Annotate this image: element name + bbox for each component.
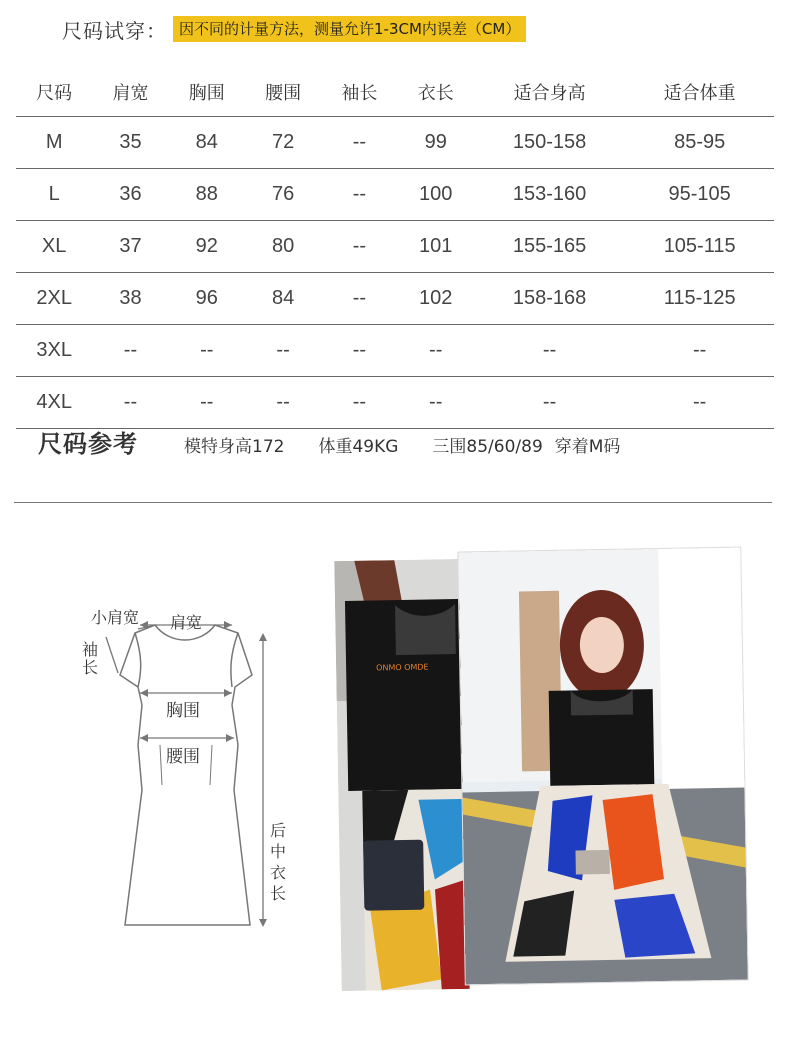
table-cell: -- [321,221,397,273]
table-cell: -- [169,377,245,429]
table-cell: 3XL [16,325,92,377]
table-cell: -- [474,377,625,429]
table-cell: 4XL [16,377,92,429]
table-row [16,221,774,273]
table-cell: -- [625,325,774,377]
table-cell: 150-158 [474,117,625,169]
table-cell: 38 [92,273,168,325]
column-header: 尺码 [36,83,73,104]
table-cell: 153-160 [474,169,625,221]
table-cell: 155-165 [474,221,625,273]
table-cell: L [16,169,92,221]
table-cell: -- [321,377,397,429]
column-header: 衣长 [417,83,454,104]
model-height: 模特身高172 [184,437,285,457]
header-title: 尺码试穿： [62,18,167,43]
table-cell: 37 [92,221,168,273]
small-shoulder-label: 小肩宽 [91,608,140,627]
print-text-left: ONMO OMDE [376,662,429,673]
table-cell: XL [16,221,92,273]
table-cell: 85-95 [625,117,774,169]
column-header: 适合身高 [513,83,586,104]
table-cell: 96 [169,273,245,325]
table-cell: M [16,117,92,169]
reference-title: 尺码参考 [38,430,138,458]
measurement-note: 因不同的计量方法，测量允许1-3CM内误差（CM） [173,16,526,42]
column-header: 肩宽 [112,83,149,104]
table-row [16,325,774,377]
size-reference [38,424,620,459]
table-cell: 80 [245,221,321,273]
table-cell: -- [321,273,397,325]
table-cell: 92 [169,221,245,273]
table-cell: 76 [245,169,321,221]
table-cell: -- [321,325,397,377]
table-cell: -- [245,325,321,377]
table-cell: 2XL [16,273,92,325]
table-cell: -- [245,377,321,429]
table-cell: 84 [245,273,321,325]
table-row [16,117,774,169]
table-cell: 88 [169,169,245,221]
section-divider [14,502,772,503]
column-header: 适合体重 [663,83,736,104]
table-cell: 101 [398,221,474,273]
column-header: 袖长 [341,83,378,104]
table-row [16,377,774,429]
table-cell: -- [474,325,625,377]
table-cell: 115-125 [625,273,774,325]
table-cell: 36 [92,169,168,221]
column-header: 腰围 [265,83,302,104]
table-header-row [16,68,774,117]
back-length-label: 后中衣长 [270,821,287,903]
table-cell: 35 [92,117,168,169]
table-cell: 102 [398,273,474,325]
column-header: 胸围 [188,83,225,104]
model-measurements: 三围85/60/89 [432,437,543,457]
table-cell: -- [92,377,168,429]
table-cell: 95-105 [625,169,774,221]
sleeve-label: 袖长 [82,640,99,677]
table-cell: 99 [398,117,474,169]
table-row [16,169,774,221]
table-cell: -- [398,325,474,377]
shoulder-label: 肩宽 [170,613,203,632]
table-cell: 105-115 [625,221,774,273]
model-weight: 体重49KG [318,437,399,457]
model-photo-right [458,548,747,985]
size-worn: 穿着M码 [554,437,621,457]
table-cell: 72 [245,117,321,169]
table-row [16,273,774,325]
size-header [62,14,526,44]
waist-label: 腰围 [166,747,200,767]
table-cell: -- [398,377,474,429]
table-cell: 158-168 [474,273,625,325]
table-cell: -- [321,169,397,221]
size-table [16,68,774,429]
table-cell: -- [625,377,774,429]
chest-label: 胸围 [166,701,200,721]
model-photo-left [334,559,469,991]
table-cell: -- [321,117,397,169]
table-cell: -- [169,325,245,377]
table-cell: 100 [398,169,474,221]
table-cell: 84 [169,117,245,169]
table-cell: -- [92,325,168,377]
